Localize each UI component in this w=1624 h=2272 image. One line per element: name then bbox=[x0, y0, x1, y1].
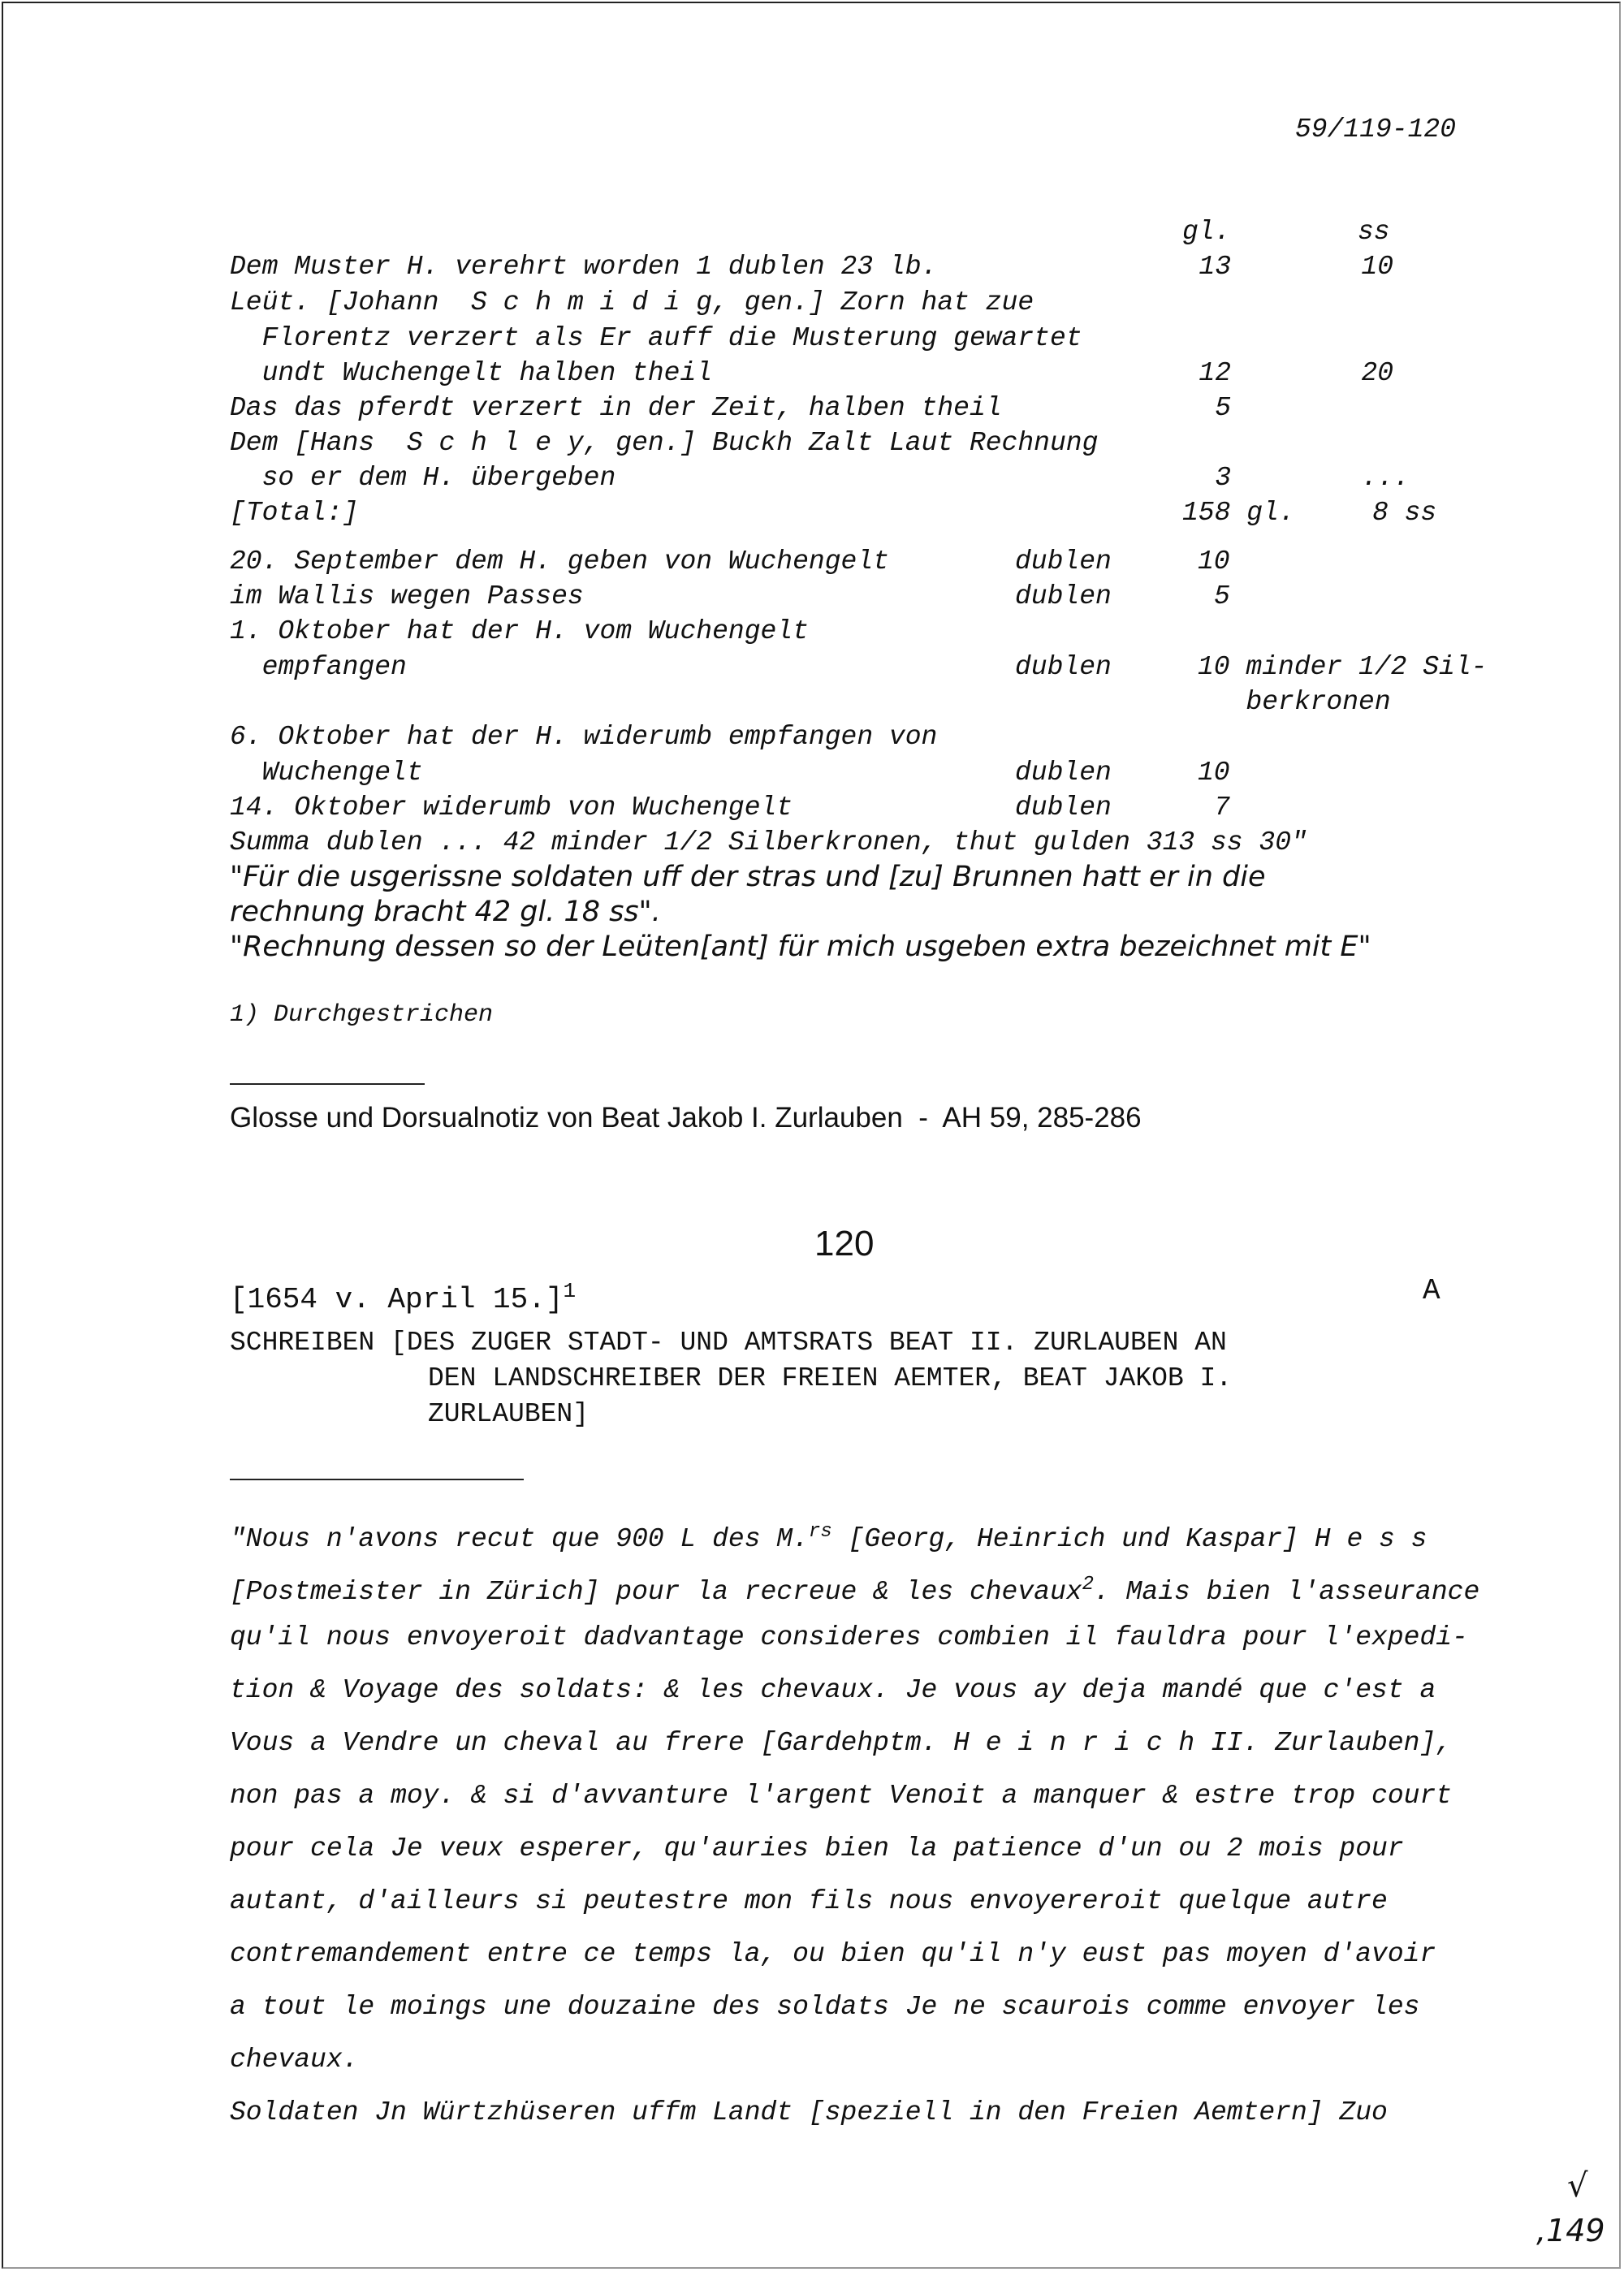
body-line bbox=[230, 1567, 1479, 1610]
body-line: tion & Voyage des soldats: & les chevaux. Je vous ay deja mandé que c'est a bbox=[230, 1675, 1436, 1705]
handwritten-line: rechnung bracht 42 gl. 18 ss". bbox=[230, 896, 661, 928]
table-row-amount: 10 bbox=[1198, 546, 1230, 577]
table-row-text: so er dem H. übergeben bbox=[230, 463, 616, 493]
table-row-text: 20. September dem H. geben von Wuchengelt bbox=[230, 546, 889, 577]
table-row-text: Das das pferdt verzert in der Zeit, halben theil bbox=[230, 393, 1002, 423]
table-row-unit: dublen bbox=[1015, 581, 1112, 611]
table-row-text: im Wallis wegen Passes bbox=[230, 581, 584, 611]
body-line: Vous a Vendre un cheval au frere [Gardehptm. H e i n r i c h II. Zurlauben], bbox=[230, 1728, 1453, 1758]
footnote-mark: 2 bbox=[1082, 1574, 1094, 1596]
table-row-total-gl: 158 gl. bbox=[1182, 498, 1295, 528]
table-row-gl: 13 bbox=[1199, 252, 1231, 282]
body-line bbox=[230, 1514, 1427, 1557]
document-heading-line: DEN LANDSCHREIBER DER FREIEN AEMTER, BEAT JAKOB I. bbox=[428, 1363, 1233, 1393]
summa-line: Summa dublen ... 42 minder 1/2 Silberkronen, thut gulden 313 ss 30" bbox=[230, 827, 1307, 857]
body-line: contremandement entre ce temps la, ou bien qu'il n'y eust pas moyen d'avoir bbox=[230, 1939, 1436, 1969]
column-header-gl: gl. bbox=[1182, 217, 1231, 247]
body-line: Soldaten Jn Würtzhüseren uffm Landt [speziell in den Freien Aemtern] Zuo bbox=[230, 2097, 1388, 2127]
handwritten-line: "Rechnung dessen so der Leüten[ant] für mich usgeben extra bezeichnet mit E" bbox=[230, 931, 1371, 963]
table-row-text: 6. Oktober hat der H. widerumb empfangen von bbox=[230, 722, 938, 752]
table-row-ss: 10 bbox=[1361, 252, 1393, 282]
table-row-unit: dublen bbox=[1015, 793, 1112, 823]
date-line bbox=[230, 1273, 576, 1318]
table-row-text: Florentz verzert als Er auff die Musterung gewartet bbox=[230, 323, 1082, 353]
table-row-text: empfangen bbox=[230, 652, 407, 682]
body-line: autant, d'ailleurs si peutestre mon fils nous envoyereroit quelque autre bbox=[230, 1886, 1388, 1916]
folio-number: ,149 bbox=[1536, 2213, 1605, 2248]
divider bbox=[230, 1083, 425, 1085]
table-row-text: Dem [Hans S c h l e y, gen.] Buckh Zalt Laut Rechnung bbox=[230, 428, 1099, 458]
body-text: [Postmeister in Zürich] pour la recreue & les chevaux bbox=[230, 1577, 1082, 1607]
table-row-gl: 12 bbox=[1199, 358, 1231, 388]
body-line: pour cela Je veux esperer, qu'auries bien la patience d'un ou 2 mois pour bbox=[230, 1834, 1404, 1864]
footnote: 1) Durchgestrichen bbox=[230, 1001, 494, 1029]
table-row-gl: 3 bbox=[1215, 463, 1231, 493]
body-text: "Nous n'avons recut que 900 L des M. bbox=[230, 1524, 809, 1554]
check-mark: √ bbox=[1567, 2167, 1588, 2205]
date-footnote-mark: 1 bbox=[563, 1279, 577, 1303]
table-row-unit: dublen bbox=[1015, 652, 1112, 682]
divider bbox=[230, 1479, 524, 1480]
table-row-unit: dublen bbox=[1015, 546, 1112, 577]
table-row-ss: ... bbox=[1361, 463, 1410, 493]
table-row-unit: dublen bbox=[1015, 758, 1112, 788]
superscript: rs bbox=[808, 1521, 832, 1543]
table-row-amount-continued: berkronen bbox=[1198, 687, 1391, 717]
body-line: a tout le moings une douzaine des soldats Je ne scaurois comme envoyer les bbox=[230, 1992, 1420, 2022]
copy-letter: A bbox=[1423, 1274, 1440, 1307]
document-number: 120 bbox=[814, 1224, 875, 1263]
table-row-amount: 7 bbox=[1214, 793, 1230, 823]
column-header-ss: ss bbox=[1358, 217, 1390, 247]
table-row-amount: 10 bbox=[1198, 758, 1230, 788]
archive-reference: 59/119-120 bbox=[1295, 114, 1457, 145]
body-line: chevaux. bbox=[230, 2045, 359, 2075]
handwritten-line: "Für die usgerissne soldaten uff der stras und [zu] Brunnen hatt er in die bbox=[230, 861, 1266, 893]
body-text: [Georg, Heinrich und Kaspar] H e s s bbox=[831, 1524, 1427, 1554]
table-row-text: 1. Oktober hat der H. vom Wuchengelt bbox=[230, 616, 809, 646]
table-row-amount: 5 bbox=[1214, 581, 1230, 611]
table-row-text: 14. Oktober widerumb von Wuchengelt bbox=[230, 793, 793, 823]
document-heading-line: ZURLAUBEN] bbox=[428, 1399, 590, 1429]
table-row-text: Wuchengelt bbox=[230, 758, 423, 788]
table-row-total-label: [Total:] bbox=[230, 498, 359, 528]
table-row-text: Dem Muster H. verehrt worden 1 dublen 23 lb. bbox=[230, 252, 938, 282]
table-row-total-ss: 8 ss bbox=[1372, 498, 1437, 528]
body-text: . Mais bien l'asseurance bbox=[1093, 1577, 1480, 1607]
body-line: non pas a moy. & si d'avvanture l'argent Venoit a manquer & estre trop court bbox=[230, 1781, 1453, 1811]
table-row-text: undt Wuchengelt halben theil bbox=[230, 358, 713, 388]
table-row-amount: 10 minder 1/2 Sil- bbox=[1198, 652, 1488, 682]
date-text: [1654 v. April 15.] bbox=[230, 1283, 564, 1316]
body-line: qu'il nous envoyeroit dadvantage consideres combien il fauldra pour l'expedi- bbox=[230, 1622, 1468, 1652]
table-row-ss: 20 bbox=[1361, 358, 1393, 388]
table-row-text: Leüt. [Johann S c h m i d i g, gen.] Zorn hat zue bbox=[230, 287, 1034, 317]
glosse-note: Glosse und Dorsualnotiz von Beat Jakob I. Zurlauben - AH 59, 285-286 bbox=[230, 1102, 1142, 1134]
table-row-gl: 5 bbox=[1215, 393, 1231, 423]
document-heading-line: SCHREIBEN [DES ZUGER STADT- UND AMTSRATS BEAT II. ZURLAUBEN AN bbox=[230, 1328, 1227, 1358]
